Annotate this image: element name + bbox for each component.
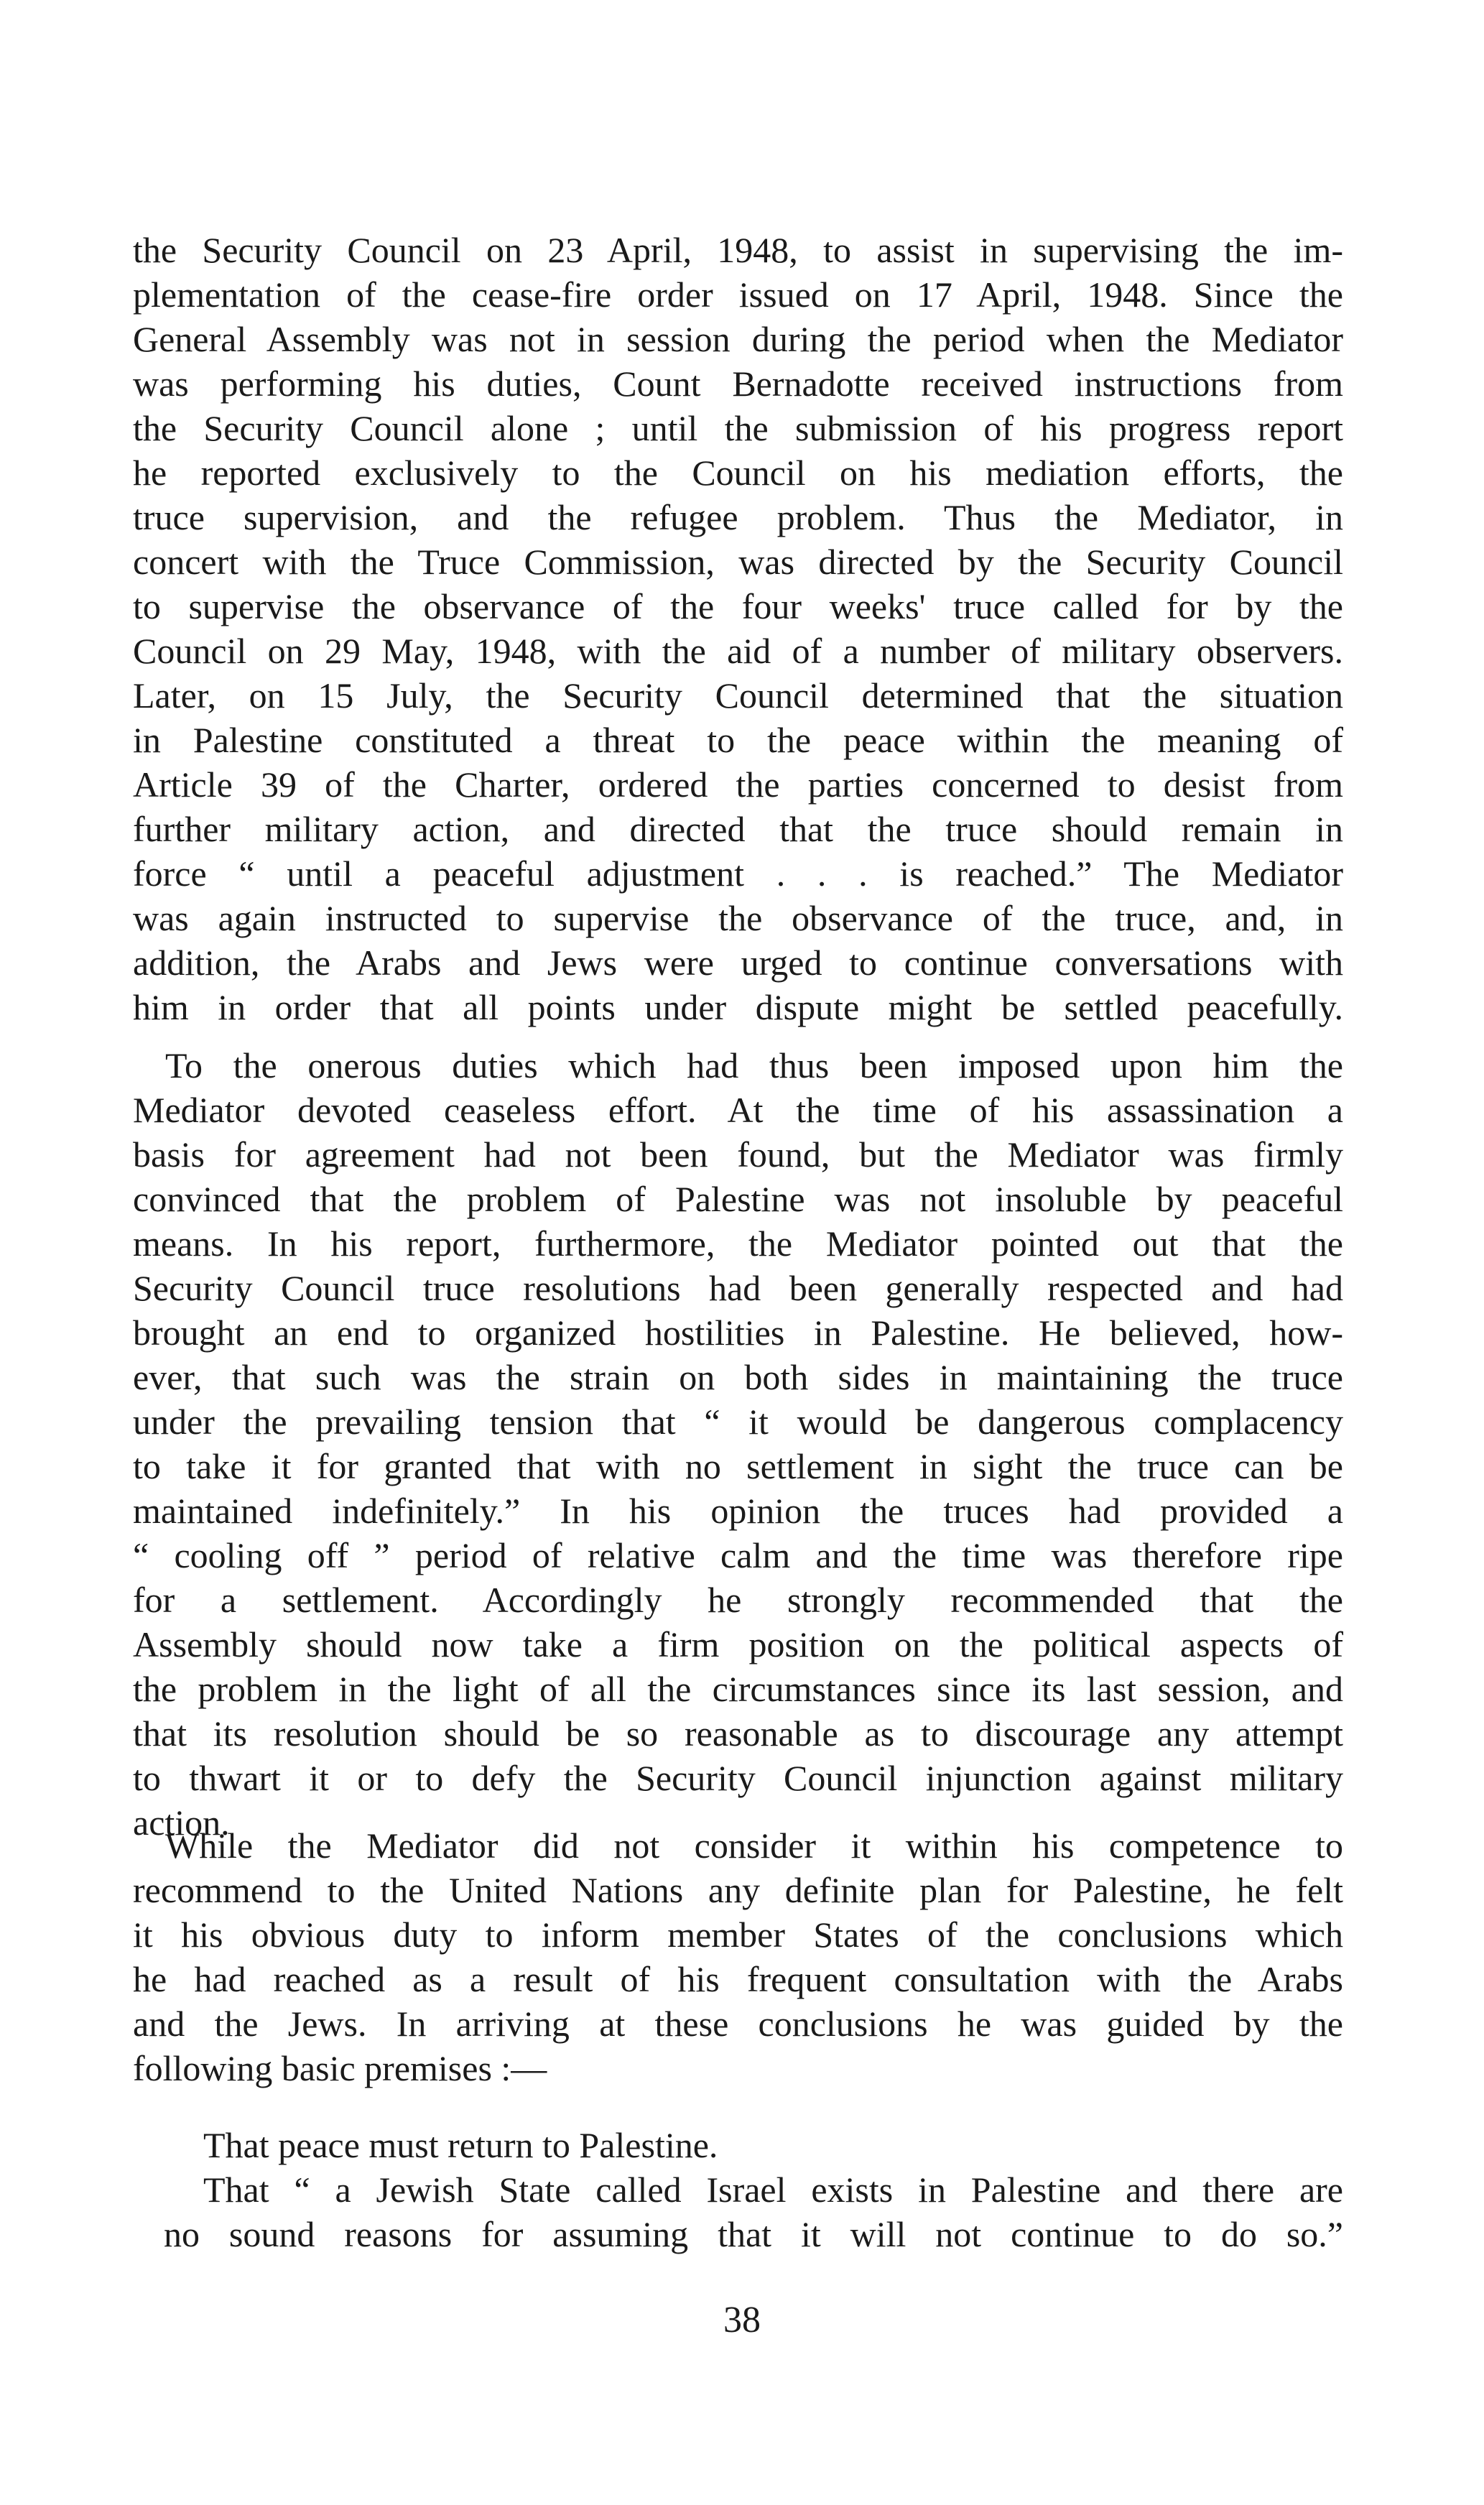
text-line: Security Council truce resolutions had been generally respected and had: [133, 1268, 1343, 1308]
text-line: Later, on 15 July, the Security Council determined that the situation: [133, 675, 1343, 716]
text-line: he had reached as a result of his frequent consultation with the Arabs: [133, 1959, 1343, 1999]
text-line: him in order that all points under dispute might be settled peacefully.: [133, 987, 1343, 1027]
premise-item: That peace must return to Palestine.: [203, 2125, 718, 2165]
premise-item: That “ a Jewish State called Israel exists in Palestine and there are: [203, 2170, 1343, 2210]
text-line: maintained indefinitely.” In his opinion the truces had provided a: [133, 1491, 1343, 1531]
text-line: ever, that such was the strain on both sides in maintaining the truce: [133, 1357, 1343, 1397]
text-line: concert with the Truce Commission, was directed by the Security Council: [133, 542, 1343, 582]
text-line: brought an end to organized hostilities in Palestine. He believed, how-: [133, 1312, 1343, 1353]
text-line: for a settlement. Accordingly he strongly recommended that the: [133, 1580, 1343, 1620]
text-line: action.: [133, 1802, 230, 1843]
text-line: and the Jews. In arriving at these conclusions he was guided by the: [133, 2004, 1343, 2044]
text-line: plementation of the cease-fire order issued on 17 April, 1948. Since the: [133, 274, 1343, 315]
text-line: General Assembly was not in session during the period when the Mediator: [133, 319, 1343, 359]
text-line: the Security Council on 23 April, 1948, to assist in supervising the im-: [133, 230, 1343, 270]
text-line: the Security Council alone ; until the submission of his progress report: [133, 408, 1343, 448]
text-line: recommend to the United Nations any definite plan for Palestine, he felt: [133, 1870, 1343, 1910]
text-line: truce supervision, and the refugee problem. Thus the Mediator, in: [133, 497, 1343, 537]
text-line: to thwart it or to defy the Security Council injunction against military: [133, 1758, 1343, 1798]
text-line: to take it for granted that with no settlement in sight the truce can be: [133, 1446, 1343, 1486]
text-line: it his obvious duty to inform member States of the conclusions which: [133, 1914, 1343, 1955]
text-line: addition, the Arabs and Jews were urged to continue conversations with: [133, 943, 1343, 983]
premise-item-continuation: no sound reasons for assuming that it will not continue to do so.”: [164, 2214, 1343, 2254]
text-line: “ cooling off ” period of relative calm and the time was therefore ripe: [133, 1535, 1343, 1575]
page-number: 38: [723, 2300, 761, 2340]
text-line: under the prevailing tension that “ it would be dangerous complacency: [133, 1402, 1343, 1442]
text-line: To the onerous duties which had thus been imposed upon him the: [165, 1045, 1343, 1085]
text-line: convinced that the problem of Palestine was not insoluble by peaceful: [133, 1179, 1343, 1219]
text-line: force “ until a peaceful adjustment . . . is reached.” The Mediator: [133, 853, 1343, 894]
text-line: Council on 29 May, 1948, with the aid of a number of military observers.: [133, 631, 1343, 671]
text-line: following basic premises :—: [133, 2048, 547, 2088]
text-line: was again instructed to supervise the observance of the truce, and, in: [133, 898, 1343, 938]
paragraph-3: [133, 1823, 1343, 2090]
paragraph-1: [133, 228, 1343, 1029]
paragraph-2: [133, 1043, 1343, 1845]
text-line: While the Mediator did not consider it within his competence to: [165, 1825, 1343, 1866]
text-line: means. In his report, furthermore, the Mediator pointed out that the: [133, 1223, 1343, 1264]
text-line: basis for agreement had not been found, but the Mediator was firmly: [133, 1134, 1343, 1175]
text-line: to supervise the observance of the four weeks' truce called for by the: [133, 586, 1343, 626]
text-line: that its resolution should be so reasonable as to discourage any attempt: [133, 1713, 1343, 1754]
text-line: was performing his duties, Count Bernadotte received instructions from: [133, 364, 1343, 404]
premises-list: [133, 2123, 1343, 2256]
text-line: the problem in the light of all the circumstances since its last session, and: [133, 1669, 1343, 1709]
text-line: in Palestine constituted a threat to the peace within the meaning of: [133, 720, 1343, 760]
text-line: Article 39 of the Charter, ordered the parties concerned to desist from: [133, 764, 1343, 805]
text-line: Mediator devoted ceaseless effort. At the time of his assassination a: [133, 1090, 1343, 1130]
text-line: Assembly should now take a firm position on the political aspects of: [133, 1624, 1343, 1664]
text-line: he reported exclusively to the Council on his mediation efforts, the: [133, 453, 1343, 493]
text-line: further military action, and directed that the truce should remain in: [133, 809, 1343, 849]
